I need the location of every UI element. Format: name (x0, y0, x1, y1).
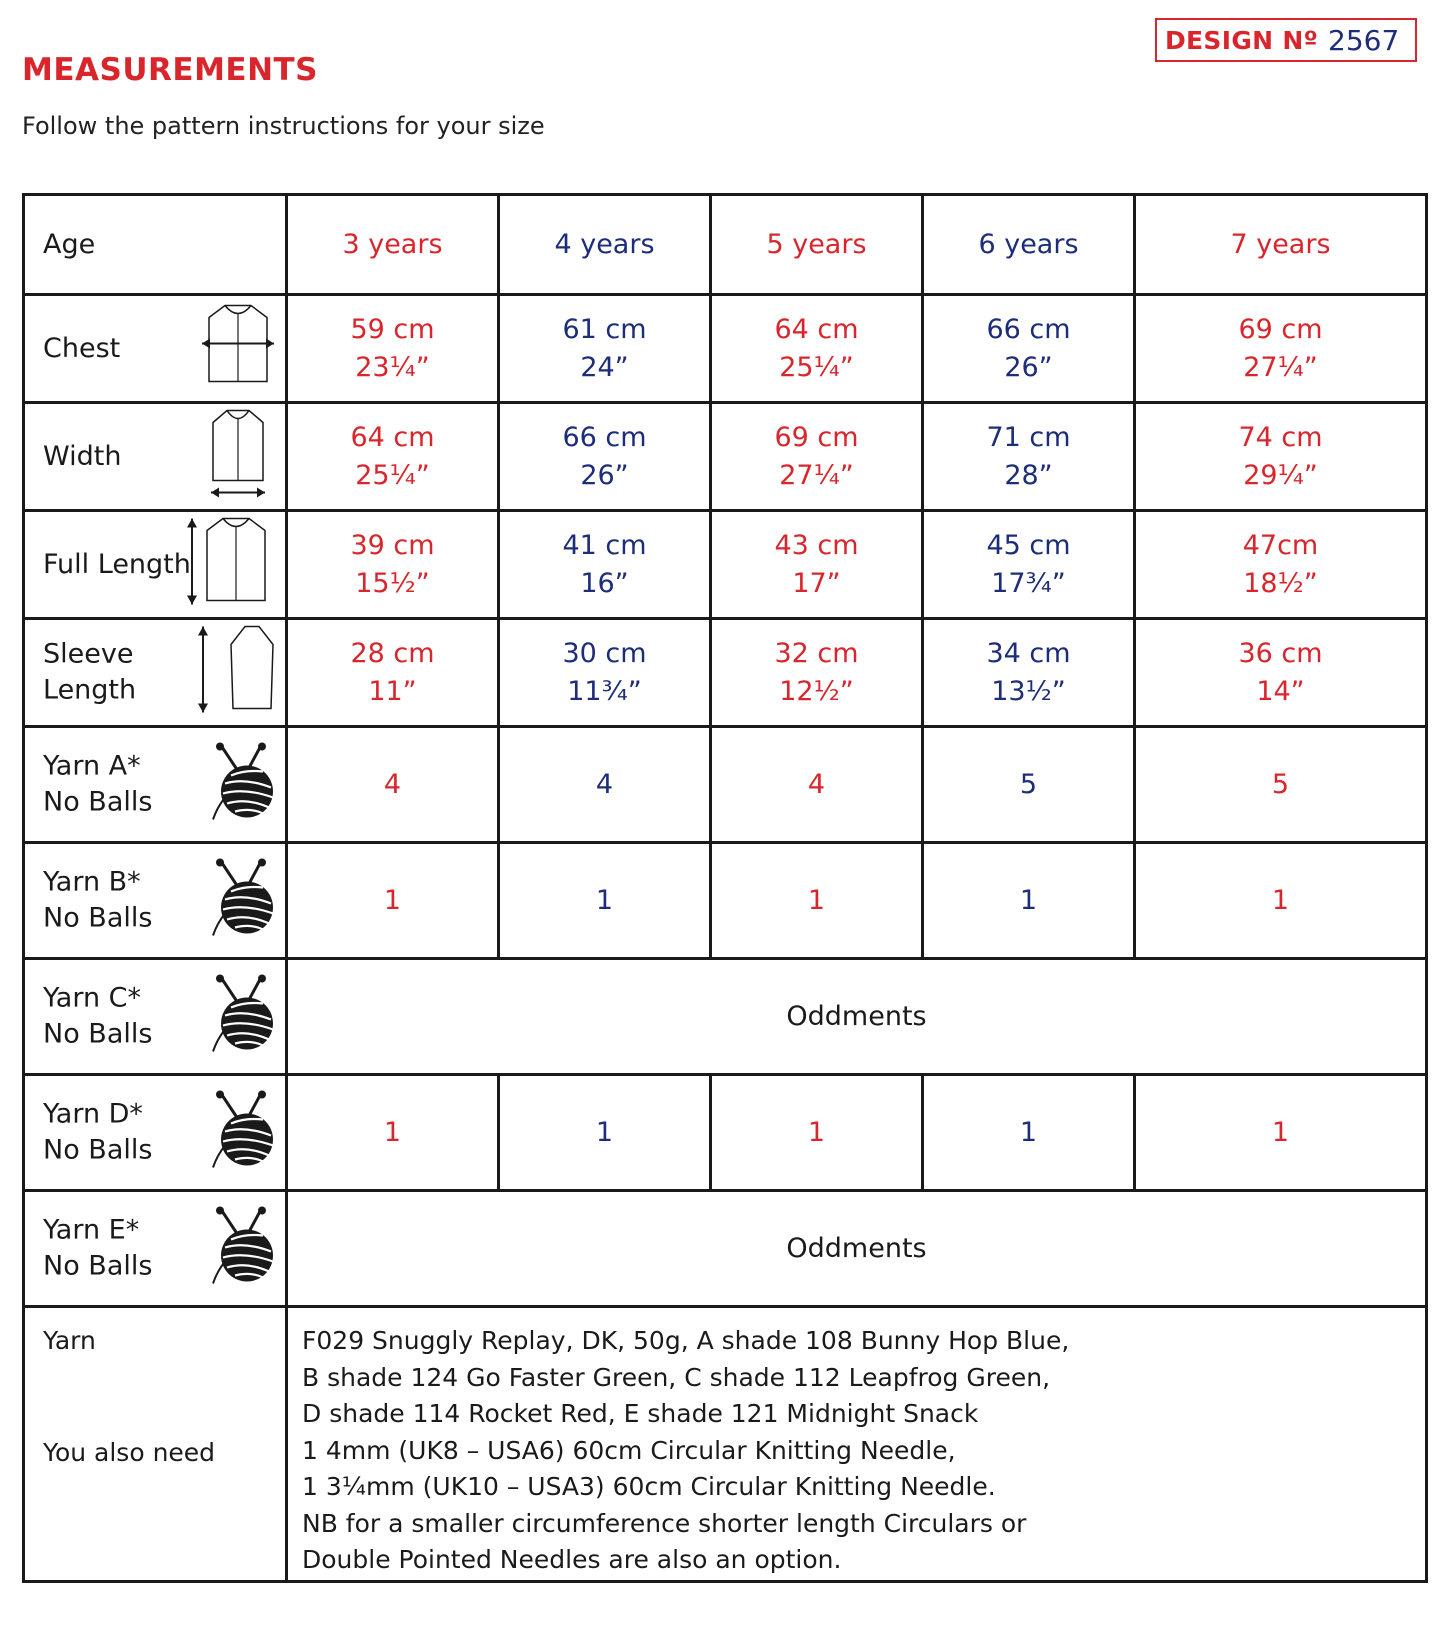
yarn-c-label: Yarn C* (43, 982, 141, 1014)
chest-cell: 61 cm 24” (499, 295, 711, 403)
design-label: DESIGN Nº (1165, 25, 1319, 55)
yarn-ball-icon (211, 857, 277, 944)
age-cell: 7 years (1135, 195, 1427, 295)
needle-detail-line: 1 4mm (UK8 – USA6) 60cm Circular Knitting Needle, (302, 1435, 956, 1465)
full-length-cell: 41 cm 16” (499, 511, 711, 619)
yarn-b-cell: 1 (923, 843, 1135, 959)
yarn-d-cell: 1 (1135, 1075, 1427, 1191)
yarn-b-cell: 1 (1135, 843, 1427, 959)
yarn-d-cell: 1 (923, 1075, 1135, 1191)
design-number-badge (1155, 18, 1417, 62)
yarn-d-label: Yarn D* (43, 1098, 143, 1130)
yarn-e-label: Yarn E* (43, 1214, 140, 1246)
sleeve-length-cell: 30 cm 11¾” (499, 619, 711, 727)
needle-detail-line: 1 3¼mm (UK10 – USA3) 60cm Circular Knitting Needle. (302, 1472, 996, 1502)
yarn-ball-icon (211, 1205, 277, 1292)
age-cell: 4 years (499, 195, 711, 295)
age-row (24, 195, 1427, 295)
yarn-c-row (24, 959, 1427, 1075)
full-length-cell: 47cm 18½” (1135, 511, 1427, 619)
chest-cell: 69 cm 27¼” (1135, 295, 1427, 403)
width-cell: 71 cm 28” (923, 403, 1135, 511)
sleeve-length-cell: 32 cm 12½” (711, 619, 923, 727)
age-cell: 5 years (711, 195, 923, 295)
full-length-cell: 45 cm 17¾” (923, 511, 1135, 619)
yarn-d-cell: 1 (711, 1075, 923, 1191)
yarn-d-cell: 1 (499, 1075, 711, 1191)
yarn-e-row (24, 1191, 1427, 1307)
yarn-ball-icon (211, 1089, 277, 1176)
sleeve-length-cell: 28 cm 11” (287, 619, 499, 727)
full-length-label: Full Length (43, 548, 191, 580)
cardigan-width-icon (199, 406, 277, 507)
yarn-a-row-header (24, 727, 287, 843)
yarn-b-label: Yarn B* (43, 866, 141, 898)
footer-labels-cell (24, 1307, 287, 1582)
sleeve-length-icon (193, 622, 277, 723)
age-row-header (24, 195, 287, 295)
design-number: 2567 (1328, 23, 1400, 57)
yarn-d-cell: 1 (287, 1075, 499, 1191)
yarn-e-oddments-cell: Oddments (287, 1191, 1427, 1307)
no-balls-label: No Balls (43, 1250, 153, 1282)
yarn-a-cell: 5 (1135, 727, 1427, 843)
yarn-b-cell: 1 (499, 843, 711, 959)
yarn-b-cell: 1 (711, 843, 923, 959)
you-also-need-label: You also need (43, 1438, 216, 1467)
cardigan-length-icon (185, 514, 277, 615)
note-line: NB for a smaller circumference shorter length Circulars or (302, 1508, 1027, 1538)
width-cell: 69 cm 27¼” (711, 403, 923, 511)
chest-label: Chest (43, 332, 121, 364)
chest-cell: 64 cm 25¼” (711, 295, 923, 403)
width-row (24, 403, 1427, 511)
page-title: MEASUREMENTS (22, 52, 319, 88)
sleeve-length-row (24, 619, 1427, 727)
yarn-d-row-header (24, 1075, 287, 1191)
width-cell: 64 cm 25¼” (287, 403, 499, 511)
yarn-d-row (24, 1075, 1427, 1191)
age-cell: 3 years (287, 195, 499, 295)
full-length-row-header (24, 511, 287, 619)
no-balls-label: No Balls (43, 1018, 153, 1050)
yarn-details-cell (287, 1307, 1427, 1582)
yarn-b-row-header (24, 843, 287, 959)
width-label: Width (43, 440, 122, 472)
yarn-detail-line: B shade 124 Go Faster Green, C shade 112 Leapfrog Green, (302, 1362, 1051, 1392)
yarn-requirements-row (24, 1307, 1427, 1582)
yarn-b-cell: 1 (287, 843, 499, 959)
yarn-a-cell: 4 (499, 727, 711, 843)
yarn-c-oddments-cell: Oddments (287, 959, 1427, 1075)
yarn-ball-icon (211, 973, 277, 1060)
page-subtitle: Follow the pattern instructions for your size (22, 112, 545, 140)
chest-cell: 59 cm 23¼” (287, 295, 499, 403)
full-length-cell: 43 cm 17” (711, 511, 923, 619)
sleeve-length-row-header (24, 619, 287, 727)
yarn-a-row (24, 727, 1427, 843)
yarn-label: Yarn (43, 1326, 96, 1355)
chest-row-header (24, 295, 287, 403)
yarn-detail-line: F029 Snuggly Replay, DK, 50g, A shade 108 Bunny Hop Blue, (302, 1326, 1070, 1356)
yarn-a-cell: 4 (711, 727, 923, 843)
yarn-ball-icon (211, 741, 277, 828)
sleeve-length-label: Length (43, 674, 137, 706)
full-length-row (24, 511, 1427, 619)
width-cell: 66 cm 26” (499, 403, 711, 511)
yarn-detail-line: D shade 114 Rocket Red, E shade 121 Midnight Snack (302, 1399, 979, 1429)
chest-row (24, 295, 1427, 403)
yarn-e-row-header (24, 1191, 287, 1307)
age-label: Age (43, 228, 96, 260)
no-balls-label: No Balls (43, 1134, 153, 1166)
no-balls-label: No Balls (43, 786, 153, 818)
note-line: Double Pointed Needles are also an option. (302, 1545, 842, 1575)
width-cell: 74 cm 29¼” (1135, 403, 1427, 511)
cardigan-chest-icon (199, 299, 277, 398)
yarn-a-cell: 5 (923, 727, 1135, 843)
yarn-c-row-header (24, 959, 287, 1075)
full-length-cell: 39 cm 15½” (287, 511, 499, 619)
sleeve-length-cell: 36 cm 14” (1135, 619, 1427, 727)
width-row-header (24, 403, 287, 511)
no-balls-label: No Balls (43, 902, 153, 934)
yarn-a-label: Yarn A* (43, 750, 141, 782)
yarn-a-cell: 4 (287, 727, 499, 843)
measurements-table (22, 193, 1428, 1583)
age-cell: 6 years (923, 195, 1135, 295)
sleeve-length-cell: 34 cm 13½” (923, 619, 1135, 727)
yarn-b-row (24, 843, 1427, 959)
chest-cell: 66 cm 26” (923, 295, 1135, 403)
sleeve-label: Sleeve (43, 638, 134, 670)
